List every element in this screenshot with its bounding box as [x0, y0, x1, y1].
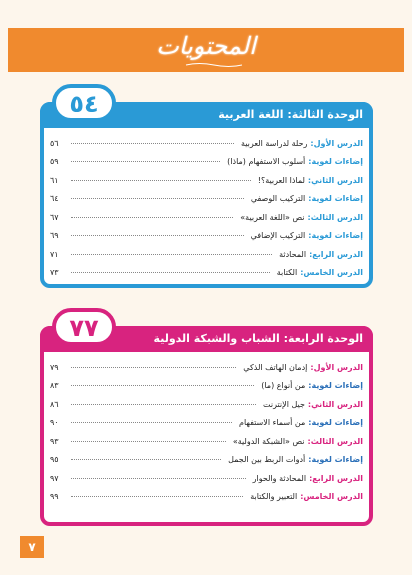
- toc-row[interactable]: [50, 245, 363, 264]
- unit-three-rows: [50, 134, 363, 282]
- dot-leader: [71, 161, 220, 162]
- toc-row-title: التعبير والكتابة: [250, 492, 298, 502]
- toc-row-page: ٦٧: [50, 212, 59, 222]
- dot-leader: [71, 235, 244, 236]
- toc-row-page: ٦٤: [50, 194, 59, 204]
- toc-row[interactable]: [50, 153, 363, 172]
- toc-row-page: ٩٧: [50, 473, 59, 483]
- toc-row[interactable]: [50, 134, 363, 153]
- toc-row-page: ٥٩: [50, 157, 59, 167]
- toc-row-kind: إضاءات لغوية:: [308, 157, 363, 167]
- toc-row-kind: إضاءات لغوية:: [308, 455, 363, 465]
- unit-four-page-badge: ٧٧: [52, 308, 116, 346]
- toc-row-kind: الدرس الأول:: [310, 362, 363, 372]
- toc-row-page: ٩٣: [50, 436, 59, 446]
- toc-row[interactable]: [50, 190, 363, 209]
- toc-row-page: ٧١: [50, 249, 59, 259]
- dot-leader: [71, 217, 233, 218]
- toc-row-kind: الدرس الرابع:: [309, 473, 363, 483]
- toc-row[interactable]: [50, 377, 363, 396]
- toc-row-title: المحادثة والحوار: [252, 473, 307, 483]
- dot-leader: [71, 367, 236, 368]
- toc-row-title: التركيب الإضافي: [250, 231, 306, 241]
- banner-title: المحتويات: [156, 32, 256, 60]
- dot-leader: [71, 478, 246, 479]
- toc-row-kind: إضاءات لغوية:: [308, 418, 363, 428]
- dot-leader: [71, 272, 270, 273]
- dot-leader: [71, 385, 254, 386]
- toc-row-kind: إضاءات لغوية:: [308, 231, 363, 241]
- dot-leader: [71, 496, 243, 497]
- toc-row[interactable]: [50, 488, 363, 507]
- toc-row-kind: إضاءات لغوية:: [308, 381, 363, 391]
- toc-row-title: إدمان الهاتف الذكي: [243, 362, 308, 372]
- toc-row-page: ٦٩: [50, 231, 59, 241]
- toc-row-kind: الدرس الرابع:: [309, 249, 363, 259]
- toc-row[interactable]: [50, 414, 363, 433]
- dot-leader: [71, 254, 272, 255]
- toc-row-page: ٦١: [50, 175, 59, 185]
- toc-row-title: لماذا العربية؟!: [257, 175, 305, 185]
- toc-row-page: ٩٠: [50, 418, 59, 428]
- toc-row[interactable]: [50, 395, 363, 414]
- dot-leader: [71, 422, 232, 423]
- toc-row[interactable]: [50, 171, 363, 190]
- unit-four-header: الوحدة الرابعة: الشباب والشبكة الدولية: [40, 326, 373, 352]
- toc-row-title: من أنواع (ما): [261, 381, 306, 391]
- unit-three-page-badge: ٥٤: [52, 84, 116, 122]
- toc-row-title: أدوات الربط بين الجمل: [228, 455, 306, 465]
- toc-row-kind: الدرس الثالث:: [307, 436, 363, 446]
- contents-banner: [8, 28, 404, 72]
- toc-row-title: التركيب الوصفي: [250, 194, 306, 204]
- toc-row[interactable]: [50, 432, 363, 451]
- toc-row-page: ٥٦: [50, 138, 59, 148]
- toc-row-kind: الدرس الثاني:: [307, 175, 363, 185]
- toc-row-page: ٨٦: [50, 399, 59, 409]
- toc-row[interactable]: [50, 227, 363, 246]
- toc-row-kind: الدرس الأول:: [310, 138, 363, 148]
- unit-three-header: الوحدة الثالثة: اللغة العربية: [40, 102, 373, 128]
- toc-row[interactable]: [50, 451, 363, 470]
- toc-row-kind: إضاءات لغوية:: [308, 194, 363, 204]
- toc-row[interactable]: [50, 208, 363, 227]
- toc-row[interactable]: [50, 358, 363, 377]
- toc-row[interactable]: [50, 469, 363, 488]
- toc-row[interactable]: [50, 264, 363, 283]
- toc-row-title: من أسماء الاستفهام: [239, 418, 306, 428]
- toc-row-title: نص «الشبكة الدولية»: [232, 436, 305, 446]
- toc-row-title: نص «اللغة العربية»: [240, 212, 305, 222]
- toc-row-title: رحلة لدراسة العربية: [240, 138, 308, 148]
- toc-row-kind: الدرس الخامس:: [300, 268, 363, 278]
- dot-leader: [71, 180, 251, 181]
- ornament-icon: [184, 62, 244, 68]
- dot-leader: [71, 404, 256, 405]
- dot-leader: [71, 198, 244, 199]
- unit-four-panel: [40, 314, 373, 526]
- toc-row-page: ٩٥: [50, 455, 59, 465]
- dot-leader: [71, 143, 234, 144]
- toc-row-kind: الدرس الخامس:: [300, 492, 363, 502]
- toc-row-title: أسلوب الاستفهام (ماذا): [227, 157, 306, 167]
- unit-three-panel: [40, 90, 373, 288]
- toc-row-kind: الدرس الثالث:: [307, 212, 363, 222]
- unit-four-rows: [50, 358, 363, 506]
- page-number: ٧: [20, 536, 44, 558]
- dot-leader: [71, 441, 226, 442]
- toc-row-kind: الدرس الثاني:: [307, 399, 363, 409]
- toc-row-page: ٨٣: [50, 381, 59, 391]
- toc-row-page: ٩٩: [50, 492, 59, 502]
- toc-row-title: المحادثة: [279, 249, 307, 259]
- toc-row-page: ٧٣: [50, 268, 59, 278]
- dot-leader: [71, 459, 221, 460]
- toc-row-page: ٧٩: [50, 362, 59, 372]
- toc-row-title: الكتابة: [276, 268, 298, 278]
- top-margin: [0, 0, 412, 20]
- toc-row-title: جيل الإنترنت: [263, 399, 305, 409]
